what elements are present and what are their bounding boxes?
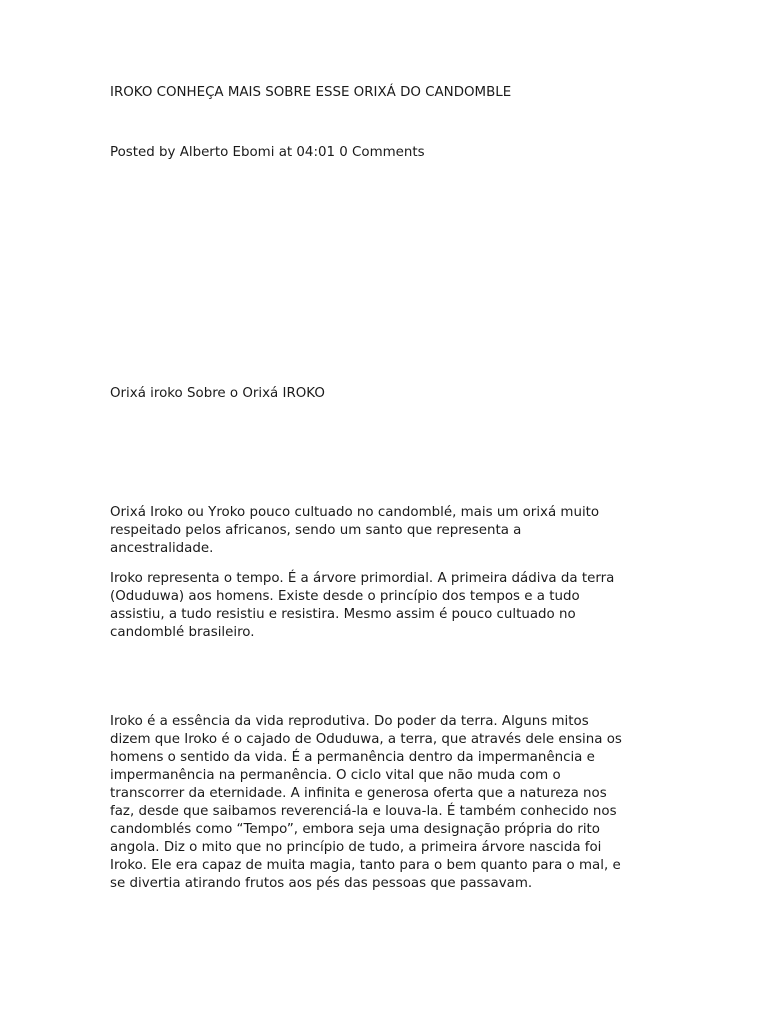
- post-title: IROKO CONHEÇA MAIS SOBRE ESSE ORIXÁ DO CANDOMBLE: [110, 85, 512, 100]
- paragraph-line: Iroko é a essência da vida reprodutiva. Do poder da terra. Alguns mitos: [110, 714, 589, 729]
- paragraph-1: [110, 504, 655, 558]
- paragraph-line: impermanência na permanência. O ciclo vital que não muda com o: [110, 768, 561, 783]
- section-subtitle: Orixá iroko Sobre o Orixá IROKO: [110, 386, 325, 401]
- paragraph-line: se divertia atirando frutos aos pés das pessoas que passavam.: [110, 876, 533, 891]
- paragraph-line: dizem que Iroko é o cajado de Oduduwa, a terra, que através dele ensina os: [110, 732, 622, 747]
- paragraph-line: transcorrer da eternidade. A infinita e generosa oferta que a natureza nos: [110, 786, 607, 801]
- paragraph-line: Iroko. Ele era capaz de muita magia, tanto para o bem quanto para o mal, e: [110, 858, 621, 873]
- paragraph-line: angola. Diz o mito que no princípio de tudo, a primeira árvore nascida foi: [110, 840, 602, 855]
- paragraph-line: Iroko representa o tempo. É a árvore primordial. A primeira dádiva da terra: [110, 571, 615, 586]
- paragraph-line: Orixá Iroko ou Yroko pouco cultuado no candomblé, mais um orixá muito: [110, 505, 600, 520]
- paragraph-line: respeitado pelos africanos, sendo um santo que representa a: [110, 523, 522, 538]
- paragraph-line: candomblé brasileiro.: [110, 625, 255, 640]
- paragraph-line: (Oduduwa) aos homens. Existe desde o princípio dos tempos e a tudo: [110, 589, 580, 604]
- paragraph-line: assistiu, a tudo resistiu e resistira. Mesmo assim é pouco cultuado no: [110, 607, 576, 622]
- paragraph-3: [110, 713, 655, 893]
- post-meta: Posted by Alberto Ebomi at 04:01 0 Comments: [110, 145, 425, 160]
- paragraph-line: candomblés como “Tempo”, embora seja uma designação própria do rito: [110, 822, 601, 837]
- paragraph-line: homens o sentido da vida. É a permanência dentro da impermanência e: [110, 750, 595, 765]
- paragraph-line: ancestralidade.: [110, 541, 214, 556]
- paragraph-line: faz, desde que saibamos reverenciá-la e louva-la. É também conhecido nos: [110, 804, 617, 819]
- paragraph-2: [110, 570, 655, 642]
